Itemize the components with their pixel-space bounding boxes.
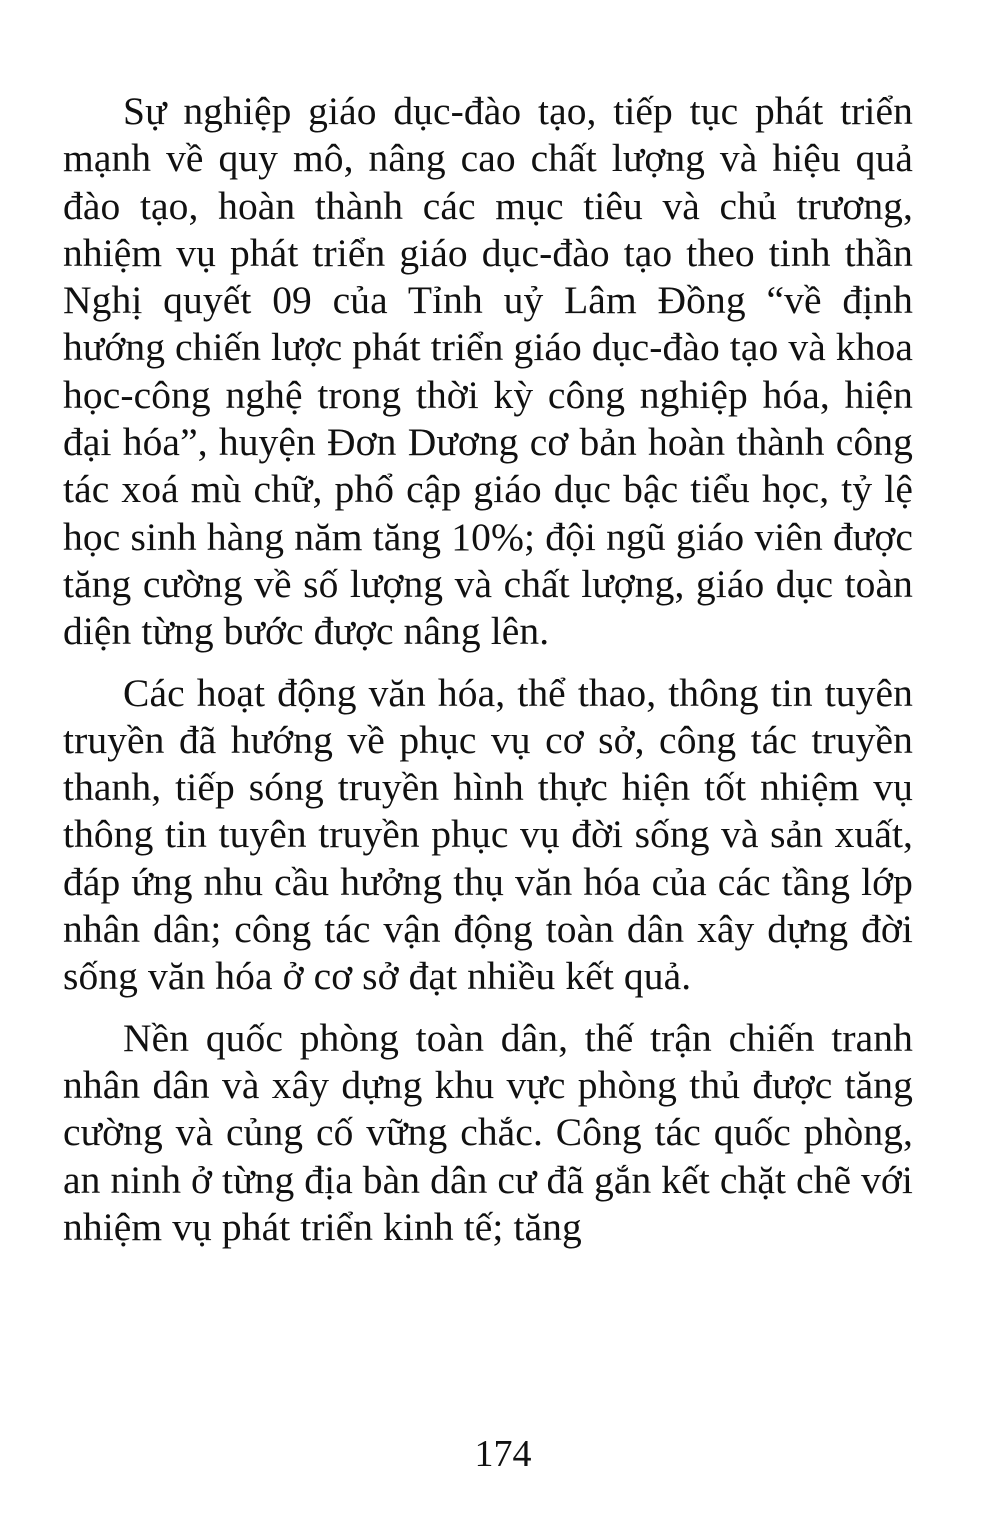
paragraph-education: Sự nghiệp giáo dục-đào tạo, tiếp tục phát triển mạnh về quy mô, nâng cao chất lượng và hiệu quả đào tạo, hoàn thành các mục tiêu và chủ trương, nhiệm vụ phát triển giáo dục-đào tạo theo tinh thần Nghị quyết 09 của Tỉnh uỷ Lâm Đồng “về định hướng chiến lược phát triển giáo dục-đào tạo và khoa học-công nghệ trong thời kỳ công nghiệp hóa, hiện đại hóa”, huyện Đơn Dương cơ bản hoàn thành công tác xoá mù chữ, phổ cập giáo dục bậc tiểu học, tỷ lệ học sinh hàng năm tăng 10%; đội ngũ giáo viên được tăng cường về số lượng và chất lượng, giáo dục toàn diện từng bước được nâng lên. bbox=[63, 89, 913, 654]
paragraph-culture: Các hoạt động văn hóa, thể thao, thông tin tuyên truyền đã hướng về phục vụ cơ sở, công tác truyền thanh, tiếp sóng truyền hình thực hiện tốt nhiệm vụ thông tin tuyên truyền phục vụ đời sống và sản xuất, đáp ứng nhu cầu hưởng thụ văn hóa của các tầng lớp nhân dân; công tác vận động toàn dân xây dựng đời sống văn hóa ở cơ sở đạt nhiều kết quả. bbox=[63, 670, 913, 999]
body-text bbox=[63, 88, 913, 1251]
paragraph-defense: Nền quốc phòng toàn dân, thế trận chiến tranh nhân dân và xây dựng khu vực phòng thủ được tăng cường và củng cố vững chắc. Công tác quốc phòng, an ninh ở từng địa bàn dân cư đã gắn kết chặt chẽ với nhiệm vụ phát triển kinh tế; tăng bbox=[63, 1015, 913, 1249]
page-number: 174 bbox=[474, 1433, 532, 1475]
